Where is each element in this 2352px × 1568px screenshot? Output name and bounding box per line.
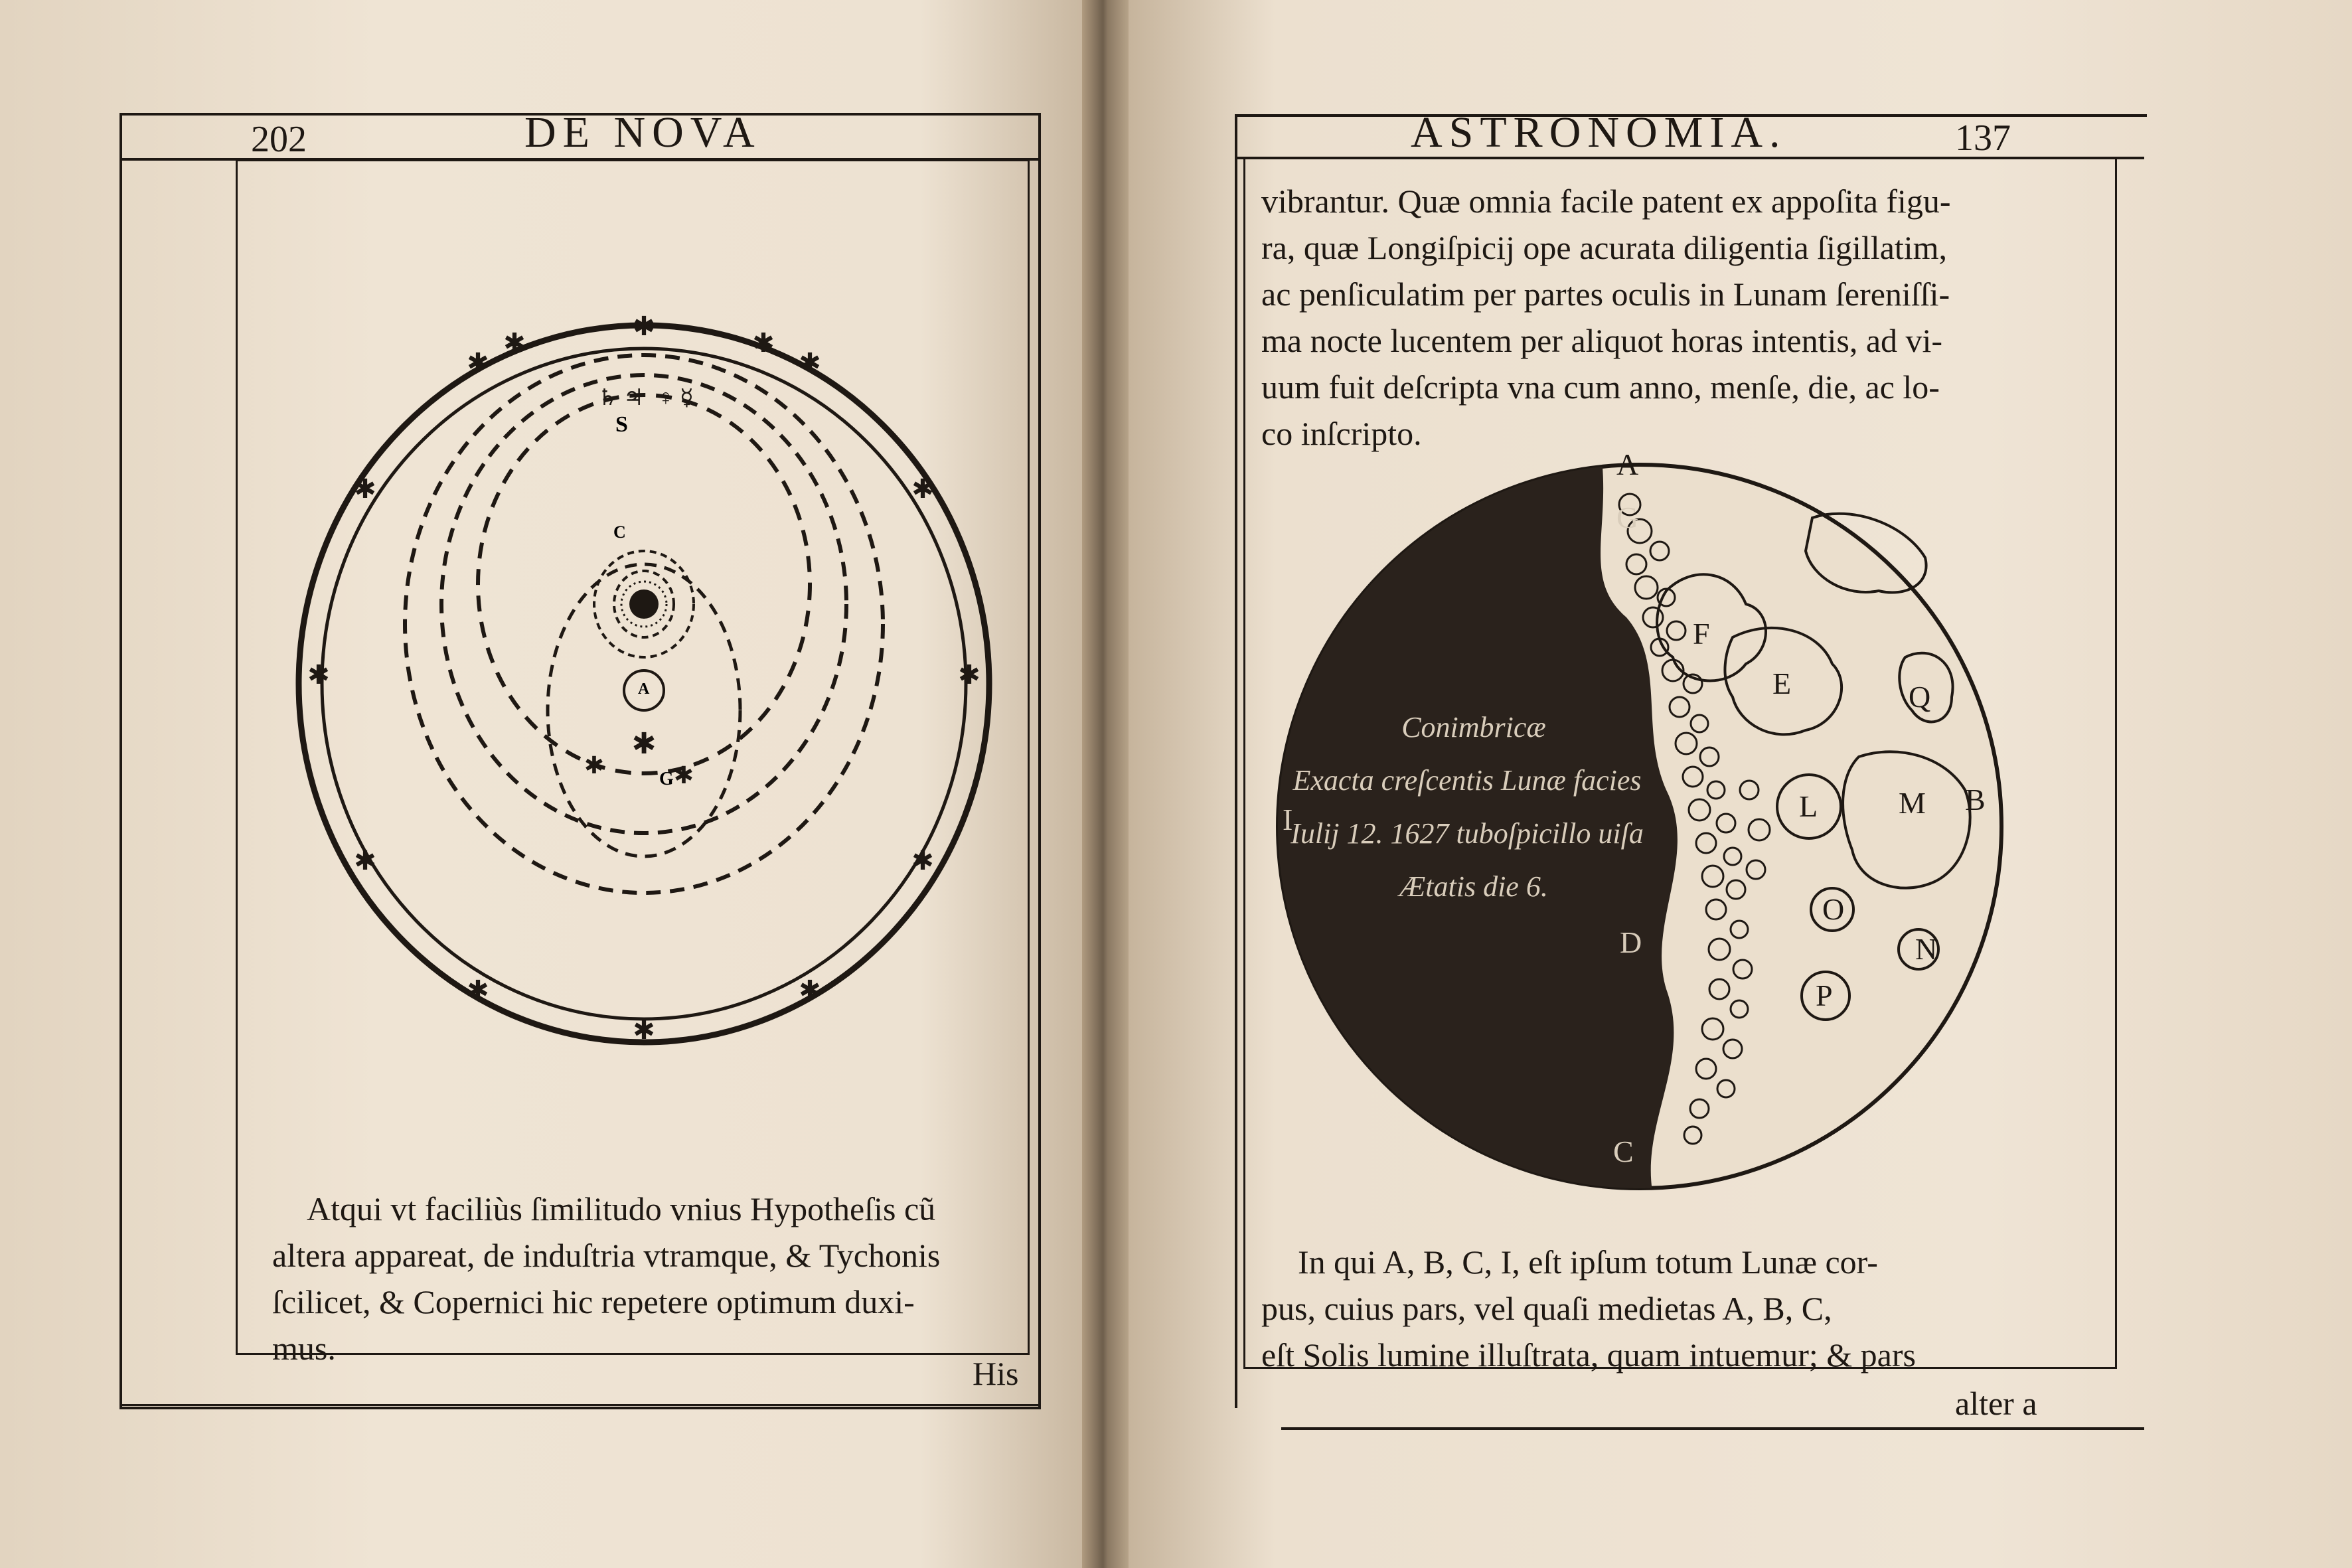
text-line: vibrantur. Quæ omnia facile patent ex appoſita figu- bbox=[1261, 183, 1951, 220]
moon-label-q: Q bbox=[1909, 680, 1931, 714]
inscription-line: Ætatis die 6. bbox=[1399, 870, 1548, 903]
moon-label-p: P bbox=[1816, 979, 1833, 1012]
svg-text:✱: ✱ bbox=[354, 846, 376, 876]
page-number: 137 bbox=[1955, 118, 2011, 159]
running-head: ASTRONOMIA. bbox=[1411, 108, 1787, 157]
svg-text:♄ ♃: ♄ ♃ bbox=[597, 386, 644, 410]
moon-label-f: F bbox=[1693, 617, 1710, 651]
text-line: In qui A, B, C, I, eſt ipſum totum Lunæ cor- bbox=[1298, 1243, 1878, 1281]
catchword: His bbox=[973, 1355, 1019, 1392]
moon-label-c: C bbox=[1613, 1135, 1634, 1168]
text-line: ra, quæ Longiſpicij ope acurata diligentia ſigillatim, bbox=[1261, 229, 1948, 266]
left-paragraph bbox=[272, 1186, 940, 1372]
right-foot-rule bbox=[1281, 1427, 2144, 1430]
moon-label-m: M bbox=[1899, 786, 1926, 820]
text-line: ac penſiculatim per partes oculis in Lunam ſereniſſi- bbox=[1261, 275, 1950, 313]
moon-figure bbox=[1268, 445, 2011, 1195]
page-number: 202 bbox=[251, 119, 307, 160]
svg-text:✱: ✱ bbox=[354, 474, 376, 504]
diagram-label-c: C bbox=[613, 522, 626, 542]
svg-text:✱: ✱ bbox=[584, 752, 605, 779]
text-line: co inſcripto. bbox=[1261, 415, 1422, 452]
diagram-label-a: A bbox=[638, 680, 650, 698]
svg-text:✱: ✱ bbox=[467, 975, 489, 1005]
svg-text:✱: ✱ bbox=[631, 728, 657, 760]
svg-text:✱: ✱ bbox=[911, 474, 934, 504]
svg-text:♀ ☿: ♀ ☿ bbox=[657, 386, 694, 410]
text-line: ſcilicet, & Copernici hic repetere optimum duxi- bbox=[272, 1283, 915, 1320]
moon-label-o: O bbox=[1822, 892, 1845, 926]
svg-text:✱: ✱ bbox=[673, 762, 694, 789]
text-line: ma nocte lucentem per aliquot horas intentis, ad vi- bbox=[1261, 322, 1943, 359]
inscription-line: Iulij 12. 1627 tuboſpicillo uiſa bbox=[1291, 817, 1644, 850]
book-gutter bbox=[1082, 0, 1129, 1568]
diagram-label-g: G bbox=[659, 769, 674, 789]
svg-text:✱: ✱ bbox=[799, 975, 821, 1005]
text-line: uum fuit deſcripta vna cum anno, menſe, die, ac lo- bbox=[1261, 368, 1940, 406]
right-paragraph-bottom bbox=[1261, 1239, 1916, 1378]
svg-text:✱: ✱ bbox=[633, 312, 655, 341]
moon-label-n: N bbox=[1915, 932, 1938, 966]
text-line: eſt Solis lumine illuſtrata, quam intuemur; & pars bbox=[1261, 1336, 1916, 1373]
catchword: alter a bbox=[1955, 1385, 2037, 1422]
svg-text:✱: ✱ bbox=[633, 1015, 655, 1045]
svg-text:✱: ✱ bbox=[799, 348, 821, 378]
svg-text:✱: ✱ bbox=[307, 660, 330, 690]
moon-label-e: E bbox=[1772, 666, 1792, 700]
moon-label-d: D bbox=[1620, 925, 1642, 959]
running-head: DE NOVA bbox=[524, 108, 761, 157]
moon-label-a: A bbox=[1616, 447, 1639, 481]
left-page bbox=[0, 0, 1082, 1568]
diagram-label-s: S bbox=[615, 412, 628, 437]
moon-label-l: L bbox=[1799, 789, 1818, 823]
text-line: Atqui vt faciliùs ſimilitudo vnius Hypotheſis cũ bbox=[307, 1190, 936, 1227]
moon-label-b: B bbox=[1965, 783, 1986, 817]
left-foot-rule bbox=[119, 1404, 1038, 1406]
text-line: pus, cuius pars, vel quaſi medietas A, B, C, bbox=[1261, 1290, 1832, 1327]
svg-text:✱: ✱ bbox=[467, 348, 489, 378]
inscription-line: Exacta creſcentis Lunæ facies bbox=[1293, 764, 1642, 797]
right-paragraph-top bbox=[1261, 178, 1951, 457]
right-page bbox=[1129, 0, 2352, 1568]
text-line: altera appareat, de induſtria vtramque, & Tychonis bbox=[272, 1237, 941, 1274]
svg-text:✱: ✱ bbox=[911, 846, 934, 876]
moon-label-i: I bbox=[1283, 803, 1293, 836]
inscription-line: Conimbricæ bbox=[1401, 711, 1546, 744]
moon-label-g: G bbox=[1616, 501, 1639, 534]
svg-text:✱: ✱ bbox=[752, 328, 775, 358]
tychonic-system-diagram bbox=[285, 312, 1002, 1056]
text-line: mus. bbox=[272, 1330, 336, 1367]
svg-text:✱: ✱ bbox=[958, 660, 980, 690]
svg-text:✱: ✱ bbox=[503, 328, 526, 358]
